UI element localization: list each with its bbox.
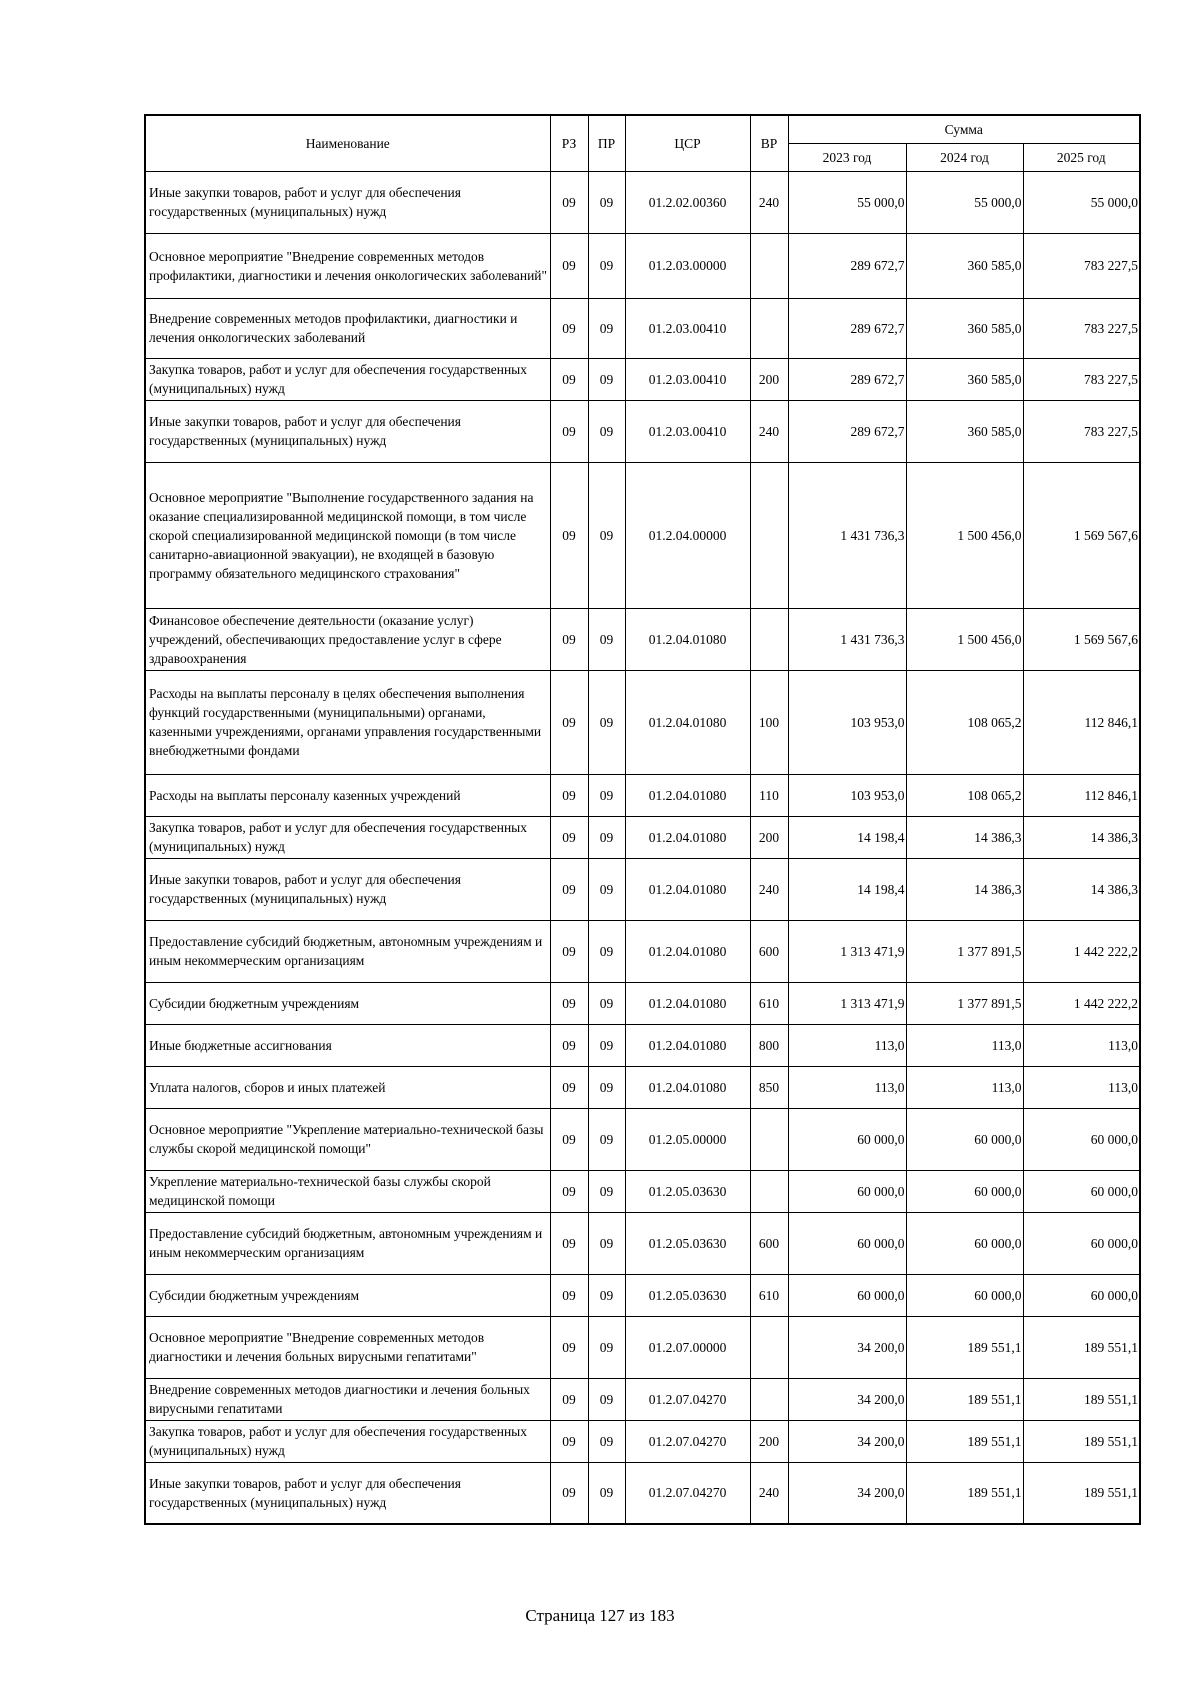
row-amount-2025: 189 551,1: [1023, 1462, 1140, 1524]
row-amount-2023: 103 953,0: [788, 774, 906, 816]
row-rz: 09: [550, 1316, 588, 1378]
row-csr: 01.2.04.01080: [625, 608, 750, 670]
row-amount-2025: 783 227,5: [1023, 233, 1140, 298]
row-amount-2025: 783 227,5: [1023, 298, 1140, 358]
row-amount-2023: 113,0: [788, 1066, 906, 1108]
header-year-2025: 2025 год: [1023, 143, 1140, 171]
row-vr: 100: [750, 670, 788, 774]
row-amount-2024: 189 551,1: [906, 1378, 1023, 1420]
row-csr: 01.2.03.00000: [625, 233, 750, 298]
row-pr: 09: [588, 1274, 625, 1316]
row-vr: 240: [750, 171, 788, 233]
row-amount-2023: 1 313 471,9: [788, 920, 906, 982]
row-amount-2025: 113,0: [1023, 1024, 1140, 1066]
row-amount-2024: 113,0: [906, 1066, 1023, 1108]
row-csr: 01.2.04.01080: [625, 920, 750, 982]
row-pr: 09: [588, 1378, 625, 1420]
table-header: [145, 115, 1140, 171]
table-row: [145, 171, 1140, 233]
row-amount-2025: 189 551,1: [1023, 1420, 1140, 1462]
row-rz: 09: [550, 670, 588, 774]
row-rz: 09: [550, 920, 588, 982]
row-csr: 01.2.04.01080: [625, 774, 750, 816]
row-vr: 200: [750, 1420, 788, 1462]
row-name: Иные бюджетные ассигнования: [145, 1024, 550, 1066]
row-amount-2024: 14 386,3: [906, 816, 1023, 858]
table-row: [145, 1066, 1140, 1108]
row-name: Закупка товаров, работ и услуг для обеспечения государственных (муниципальных) нужд: [145, 358, 550, 400]
row-pr: 09: [588, 298, 625, 358]
row-name: Внедрение современных методов диагностики и лечения больных вирусными гепатитами: [145, 1378, 550, 1420]
row-vr: 200: [750, 358, 788, 400]
row-vr: 240: [750, 1462, 788, 1524]
row-rz: 09: [550, 1024, 588, 1066]
row-csr: 01.2.05.03630: [625, 1212, 750, 1274]
row-amount-2024: 189 551,1: [906, 1316, 1023, 1378]
row-vr: 600: [750, 920, 788, 982]
row-pr: 09: [588, 670, 625, 774]
row-name: Уплата налогов, сборов и иных платежей: [145, 1066, 550, 1108]
row-csr: 01.2.05.03630: [625, 1170, 750, 1212]
header-rz: РЗ: [550, 115, 588, 171]
row-vr: [750, 1108, 788, 1170]
row-csr: 01.2.07.00000: [625, 1316, 750, 1378]
row-rz: 09: [550, 858, 588, 920]
header-year-2024: 2024 год: [906, 143, 1023, 171]
row-amount-2024: 14 386,3: [906, 858, 1023, 920]
row-amount-2025: 112 846,1: [1023, 670, 1140, 774]
row-pr: 09: [588, 858, 625, 920]
budget-table: [144, 114, 1141, 1525]
row-name: Закупка товаров, работ и услуг для обеспечения государственных (муниципальных) нужд: [145, 1420, 550, 1462]
row-name: Расходы на выплаты персоналу казенных учреждений: [145, 774, 550, 816]
table-row: [145, 358, 1140, 400]
row-amount-2024: 60 000,0: [906, 1212, 1023, 1274]
row-rz: 09: [550, 400, 588, 462]
row-rz: 09: [550, 233, 588, 298]
row-amount-2025: 60 000,0: [1023, 1212, 1140, 1274]
row-rz: 09: [550, 1274, 588, 1316]
row-amount-2025: 60 000,0: [1023, 1108, 1140, 1170]
row-amount-2025: 14 386,3: [1023, 816, 1140, 858]
row-amount-2024: 1 500 456,0: [906, 462, 1023, 608]
row-vr: 850: [750, 1066, 788, 1108]
row-vr: 800: [750, 1024, 788, 1066]
header-vr: ВР: [750, 115, 788, 171]
row-pr: 09: [588, 233, 625, 298]
row-vr: [750, 1170, 788, 1212]
table-row: [145, 920, 1140, 982]
row-name: Субсидии бюджетным учреждениям: [145, 982, 550, 1024]
row-amount-2025: 60 000,0: [1023, 1170, 1140, 1212]
row-name: Субсидии бюджетным учреждениям: [145, 1274, 550, 1316]
row-amount-2025: 783 227,5: [1023, 358, 1140, 400]
row-csr: 01.2.04.01080: [625, 1066, 750, 1108]
row-vr: [750, 298, 788, 358]
row-pr: 09: [588, 816, 625, 858]
table-row: [145, 1462, 1140, 1524]
row-vr: 610: [750, 982, 788, 1024]
row-amount-2023: 34 200,0: [788, 1420, 906, 1462]
table-row: [145, 1378, 1140, 1420]
row-amount-2023: 60 000,0: [788, 1108, 906, 1170]
row-name: Закупка товаров, работ и услуг для обеспечения государственных (муниципальных) нужд: [145, 816, 550, 858]
row-amount-2025: 55 000,0: [1023, 171, 1140, 233]
row-pr: 09: [588, 171, 625, 233]
row-pr: 09: [588, 1316, 625, 1378]
row-csr: 01.2.04.00000: [625, 462, 750, 608]
row-csr: 01.2.05.00000: [625, 1108, 750, 1170]
row-rz: 09: [550, 1170, 588, 1212]
table-row: [145, 670, 1140, 774]
row-rz: 09: [550, 358, 588, 400]
row-pr: 09: [588, 358, 625, 400]
table-row: [145, 400, 1140, 462]
table-row: [145, 298, 1140, 358]
row-pr: 09: [588, 1108, 625, 1170]
row-amount-2024: 108 065,2: [906, 774, 1023, 816]
table-row: [145, 233, 1140, 298]
row-pr: 09: [588, 1212, 625, 1274]
row-rz: 09: [550, 1378, 588, 1420]
row-vr: [750, 462, 788, 608]
row-name: Основное мероприятие "Укрепление материально-технической базы службы скорой медицинской помощи": [145, 1108, 550, 1170]
row-csr: 01.2.04.01080: [625, 816, 750, 858]
row-name: Финансовое обеспечение деятельности (оказание услуг) учреждений, обеспечивающих предоставление услуг в сфере здравоохранения: [145, 608, 550, 670]
row-amount-2023: 1 431 736,3: [788, 608, 906, 670]
row-amount-2023: 60 000,0: [788, 1170, 906, 1212]
row-name: Иные закупки товаров, работ и услуг для обеспечения государственных (муниципальных) нужд: [145, 858, 550, 920]
row-amount-2023: 1 313 471,9: [788, 982, 906, 1024]
row-amount-2024: 60 000,0: [906, 1274, 1023, 1316]
row-vr: 610: [750, 1274, 788, 1316]
row-amount-2025: 189 551,1: [1023, 1316, 1140, 1378]
row-vr: 240: [750, 858, 788, 920]
row-amount-2024: 189 551,1: [906, 1420, 1023, 1462]
row-rz: 09: [550, 1108, 588, 1170]
row-name: Основное мероприятие "Внедрение современных методов диагностики и лечения больных вирусными гепатитами": [145, 1316, 550, 1378]
table-row: [145, 982, 1140, 1024]
table-row: [145, 462, 1140, 608]
row-name: Основное мероприятие "Внедрение современных методов профилактики, диагностики и лечения онкологических заболеваний": [145, 233, 550, 298]
row-amount-2024: 60 000,0: [906, 1108, 1023, 1170]
row-amount-2023: 289 672,7: [788, 400, 906, 462]
row-amount-2024: 360 585,0: [906, 233, 1023, 298]
header-pr: ПР: [588, 115, 625, 171]
row-pr: 09: [588, 400, 625, 462]
table-row: [145, 816, 1140, 858]
row-csr: 01.2.04.01080: [625, 1024, 750, 1066]
table-row: [145, 858, 1140, 920]
table-row: [145, 1212, 1140, 1274]
row-csr: 01.2.07.04270: [625, 1420, 750, 1462]
row-amount-2024: 113,0: [906, 1024, 1023, 1066]
row-csr: 01.2.04.01080: [625, 858, 750, 920]
row-rz: 09: [550, 1420, 588, 1462]
row-name: Иные закупки товаров, работ и услуг для обеспечения государственных (муниципальных) нужд: [145, 1462, 550, 1524]
row-rz: 09: [550, 171, 588, 233]
row-csr: 01.2.04.01080: [625, 982, 750, 1024]
row-amount-2025: 189 551,1: [1023, 1378, 1140, 1420]
row-amount-2023: 55 000,0: [788, 171, 906, 233]
row-amount-2025: 783 227,5: [1023, 400, 1140, 462]
row-amount-2024: 360 585,0: [906, 400, 1023, 462]
row-name: Внедрение современных методов профилактики, диагностики и лечения онкологических заболеваний: [145, 298, 550, 358]
row-pr: 09: [588, 1024, 625, 1066]
row-pr: 09: [588, 982, 625, 1024]
table-body: [145, 171, 1140, 1524]
row-name: Предоставление субсидий бюджетным, автономным учреждениям и иным некоммерческим организациям: [145, 920, 550, 982]
row-amount-2025: 1 569 567,6: [1023, 608, 1140, 670]
row-vr: 240: [750, 400, 788, 462]
row-csr: 01.2.07.04270: [625, 1378, 750, 1420]
row-amount-2023: 289 672,7: [788, 298, 906, 358]
row-amount-2024: 1 500 456,0: [906, 608, 1023, 670]
row-amount-2025: 112 846,1: [1023, 774, 1140, 816]
row-csr: 01.2.05.03630: [625, 1274, 750, 1316]
row-amount-2024: 189 551,1: [906, 1462, 1023, 1524]
row-amount-2025: 1 569 567,6: [1023, 462, 1140, 608]
row-csr: 01.2.03.00410: [625, 358, 750, 400]
header-sum: Сумма: [788, 115, 1140, 143]
row-amount-2024: 1 377 891,5: [906, 982, 1023, 1024]
table-row: [145, 1274, 1140, 1316]
row-name: Укрепление материально-технической базы службы скорой медицинской помощи: [145, 1170, 550, 1212]
header-year-2023: 2023 год: [788, 143, 906, 171]
table-row: [145, 1170, 1140, 1212]
row-amount-2023: 60 000,0: [788, 1212, 906, 1274]
table-row: [145, 1108, 1140, 1170]
row-csr: 01.2.03.00410: [625, 298, 750, 358]
row-amount-2025: 113,0: [1023, 1066, 1140, 1108]
row-csr: 01.2.07.04270: [625, 1462, 750, 1524]
row-pr: 09: [588, 774, 625, 816]
table-row: [145, 1316, 1140, 1378]
row-amount-2024: 360 585,0: [906, 358, 1023, 400]
row-name: Иные закупки товаров, работ и услуг для обеспечения государственных (муниципальных) нужд: [145, 400, 550, 462]
row-rz: 09: [550, 982, 588, 1024]
row-rz: 09: [550, 1066, 588, 1108]
row-rz: 09: [550, 1462, 588, 1524]
header-name: Наименование: [145, 115, 550, 171]
row-amount-2025: 14 386,3: [1023, 858, 1140, 920]
row-amount-2023: 34 200,0: [788, 1462, 906, 1524]
row-amount-2025: 1 442 222,2: [1023, 982, 1140, 1024]
table-row: [145, 774, 1140, 816]
row-amount-2025: 1 442 222,2: [1023, 920, 1140, 982]
row-csr: 01.2.02.00360: [625, 171, 750, 233]
row-rz: 09: [550, 608, 588, 670]
row-pr: 09: [588, 462, 625, 608]
row-name: Расходы на выплаты персоналу в целях обеспечения выполнения функций государственными (муниципальными) органами, казенными учреждениями, органами управления государственными внебюджетными фондами: [145, 670, 550, 774]
row-amount-2023: 60 000,0: [788, 1274, 906, 1316]
row-amount-2023: 34 200,0: [788, 1316, 906, 1378]
row-rz: 09: [550, 816, 588, 858]
table-row: [145, 608, 1140, 670]
header-csr: ЦСР: [625, 115, 750, 171]
row-amount-2023: 289 672,7: [788, 233, 906, 298]
row-amount-2024: 360 585,0: [906, 298, 1023, 358]
row-vr: 110: [750, 774, 788, 816]
table-row: [145, 1024, 1140, 1066]
row-vr: [750, 233, 788, 298]
row-pr: 09: [588, 920, 625, 982]
row-vr: [750, 608, 788, 670]
row-amount-2023: 113,0: [788, 1024, 906, 1066]
row-name: Основное мероприятие "Выполнение государственного задания на оказание специализированной медицинской помощи, в том числе скорой специализированной медицинской помощи (в том числе санитарно-авиационной эвакуации), не входящей в базовую программу обязательного медицинского страхования": [145, 462, 550, 608]
row-amount-2024: 55 000,0: [906, 171, 1023, 233]
row-rz: 09: [550, 462, 588, 608]
row-rz: 09: [550, 774, 588, 816]
row-rz: 09: [550, 298, 588, 358]
row-amount-2023: 103 953,0: [788, 670, 906, 774]
row-amount-2024: 1 377 891,5: [906, 920, 1023, 982]
row-vr: 200: [750, 816, 788, 858]
row-pr: 09: [588, 1462, 625, 1524]
row-pr: 09: [588, 1170, 625, 1212]
row-amount-2023: 289 672,7: [788, 358, 906, 400]
row-amount-2025: 60 000,0: [1023, 1274, 1140, 1316]
table-row: [145, 1420, 1140, 1462]
row-amount-2023: 1 431 736,3: [788, 462, 906, 608]
row-name: Предоставление субсидий бюджетным, автономным учреждениям и иным некоммерческим организациям: [145, 1212, 550, 1274]
row-amount-2024: 108 065,2: [906, 670, 1023, 774]
row-name: Иные закупки товаров, работ и услуг для обеспечения государственных (муниципальных) нужд: [145, 171, 550, 233]
row-pr: 09: [588, 608, 625, 670]
row-pr: 09: [588, 1066, 625, 1108]
row-amount-2023: 14 198,4: [788, 816, 906, 858]
row-csr: 01.2.03.00410: [625, 400, 750, 462]
row-vr: [750, 1378, 788, 1420]
row-amount-2024: 60 000,0: [906, 1170, 1023, 1212]
row-amount-2023: 34 200,0: [788, 1378, 906, 1420]
page-number: Страница 127 из 183: [525, 1606, 675, 1625]
row-pr: 09: [588, 1420, 625, 1462]
row-rz: 09: [550, 1212, 588, 1274]
row-vr: [750, 1316, 788, 1378]
row-amount-2023: 14 198,4: [788, 858, 906, 920]
row-csr: 01.2.04.01080: [625, 670, 750, 774]
row-vr: 600: [750, 1212, 788, 1274]
